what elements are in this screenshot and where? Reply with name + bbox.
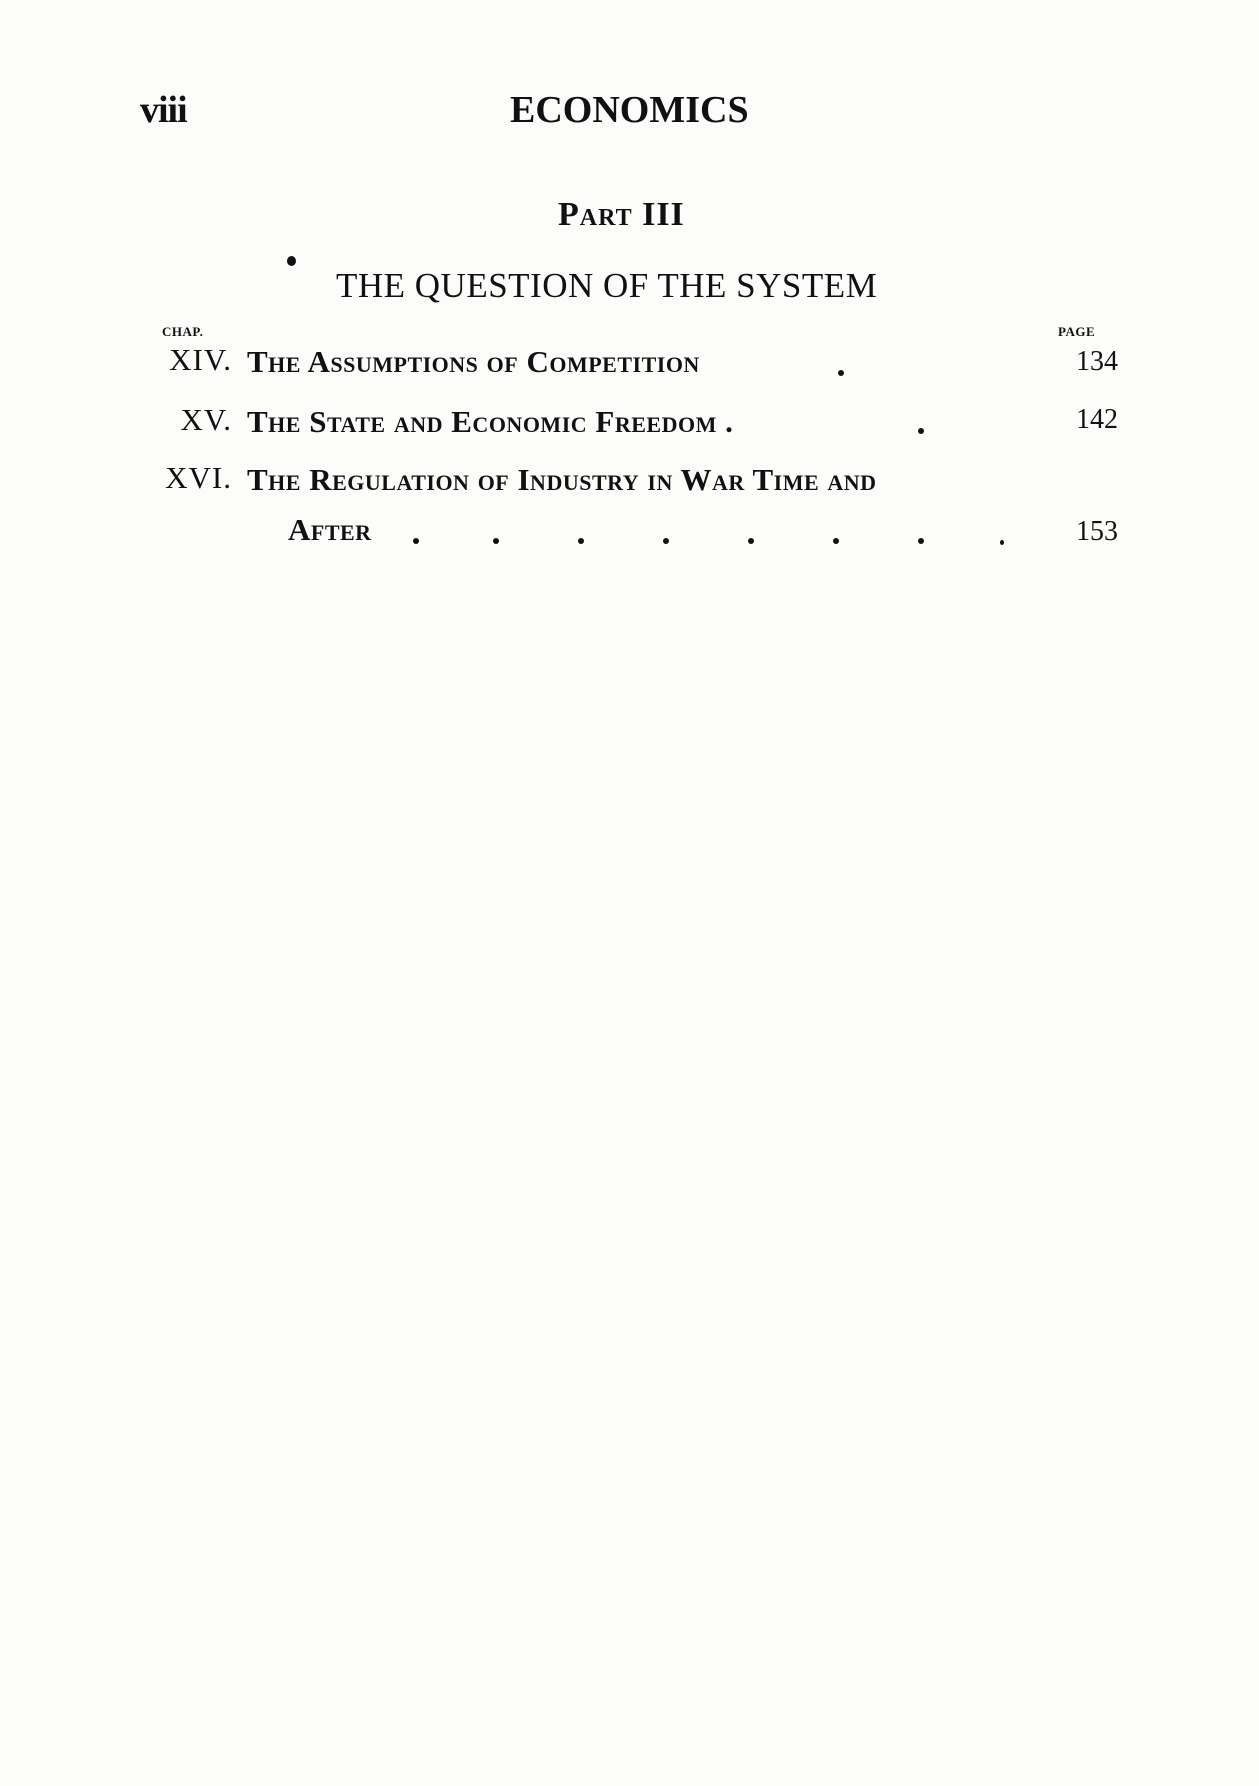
leader-dot (833, 538, 839, 544)
toc-entry (0, 402, 1118, 442)
chapter-numeral: XVI. (165, 460, 232, 495)
leader-dot (748, 538, 754, 544)
toc-entry (0, 342, 1118, 382)
section-title: THE QUESTION OF THE SYSTEM (336, 266, 878, 305)
leader-dot (413, 538, 419, 544)
toc-entry (0, 460, 1118, 560)
leader-dot (918, 538, 924, 544)
bullet-mark (287, 256, 296, 266)
leader-dot (663, 538, 669, 544)
chap-column-label: CHAP. (162, 324, 204, 339)
leader-dot (838, 370, 844, 376)
page-column-label: PAGE (1058, 324, 1096, 339)
chapter-numeral: XV. (180, 402, 232, 437)
chapter-title-continuation: After (288, 512, 372, 547)
book-title: ECONOMICS (510, 89, 749, 131)
leader-dot (578, 538, 584, 544)
chapter-title: The Assumptions of Competition (247, 344, 700, 379)
part-label: Part III (558, 196, 685, 233)
chapter-numeral: XIV. (169, 342, 232, 377)
chapter-title: The State and Economic Freedom . (247, 404, 734, 439)
page-folio: viii (140, 89, 187, 131)
leader-dot (1000, 540, 1004, 545)
chapter-title: The Regulation of Industry in War Time and (247, 462, 877, 497)
page-number: 142 (1076, 404, 1118, 435)
page-number: 134 (1076, 346, 1118, 377)
leader-dot (918, 428, 924, 434)
running-head (140, 88, 1118, 138)
page-number: 153 (1076, 516, 1118, 547)
leader-dot (493, 538, 499, 544)
